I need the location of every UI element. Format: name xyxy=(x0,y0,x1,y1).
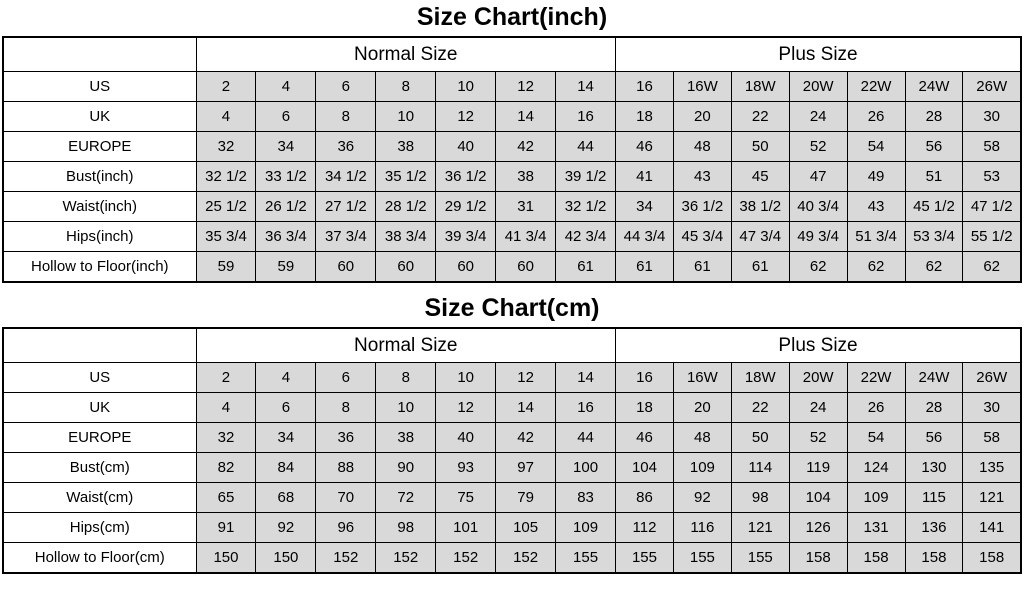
table-cell: 24W xyxy=(905,72,963,102)
row-header-cell: Hollow to Floor(cm) xyxy=(3,543,196,574)
table-cell: 53 3/4 xyxy=(905,222,963,252)
table-cell: 40 3/4 xyxy=(789,192,847,222)
table-cell: 119 xyxy=(789,453,847,483)
table-cell: 14 xyxy=(556,72,616,102)
table-cell: 40 xyxy=(436,423,496,453)
table-cell: 60 xyxy=(316,252,376,283)
table-cell: 47 3/4 xyxy=(731,222,789,252)
table-cell: 59 xyxy=(196,252,256,283)
table-cell: 31 xyxy=(496,192,556,222)
table-cell: 51 3/4 xyxy=(847,222,905,252)
table-row xyxy=(3,162,1021,192)
table-cell: 42 xyxy=(496,423,556,453)
table-cell: 16 xyxy=(556,393,616,423)
table-cell: 62 xyxy=(905,252,963,283)
table-cell: 18 xyxy=(616,393,674,423)
table-cell: 25 1/2 xyxy=(196,192,256,222)
table-cell: 45 xyxy=(731,162,789,192)
table-cell: 43 xyxy=(847,192,905,222)
table-cell: 14 xyxy=(496,102,556,132)
table-cell: 54 xyxy=(847,423,905,453)
table-cell: 109 xyxy=(847,483,905,513)
table-cell: 114 xyxy=(731,453,789,483)
table-cell: 158 xyxy=(789,543,847,574)
chart-title: Size Chart(cm) xyxy=(424,294,600,322)
table-cell: 58 xyxy=(963,423,1021,453)
table-cell: 20W xyxy=(789,72,847,102)
table-cell: 36 1/2 xyxy=(673,192,731,222)
table-cell: 46 xyxy=(616,423,674,453)
table-cell: 152 xyxy=(316,543,376,574)
table-row xyxy=(3,453,1021,483)
table-cell: 65 xyxy=(196,483,256,513)
table-cell: 60 xyxy=(376,252,436,283)
table-cell: 18W xyxy=(731,72,789,102)
table-cell: 33 1/2 xyxy=(256,162,316,192)
table-cell: 72 xyxy=(376,483,436,513)
table-cell: 41 xyxy=(616,162,674,192)
table-cell: 32 xyxy=(196,132,256,162)
table-cell: 26W xyxy=(963,72,1021,102)
table-cell: 56 xyxy=(905,423,963,453)
table-cell: 34 xyxy=(616,192,674,222)
row-header-cell: Bust(inch) xyxy=(3,162,196,192)
table-cell: 158 xyxy=(905,543,963,574)
table-cell: 20 xyxy=(673,102,731,132)
table-cell: 130 xyxy=(905,453,963,483)
table-cell: 136 xyxy=(905,513,963,543)
table-cell: 155 xyxy=(731,543,789,574)
table-cell: 88 xyxy=(316,453,376,483)
table-cell: 84 xyxy=(256,453,316,483)
table-cell: 47 1/2 xyxy=(963,192,1021,222)
table-cell: 24 xyxy=(789,102,847,132)
table-cell: 10 xyxy=(376,102,436,132)
table-cell: 155 xyxy=(556,543,616,574)
table-cell: 46 xyxy=(616,132,674,162)
group-header-normal-size: Normal Size xyxy=(196,37,616,72)
table-cell: 8 xyxy=(316,393,376,423)
table-cell: 18 xyxy=(616,102,674,132)
table-cell: 116 xyxy=(673,513,731,543)
table-cell: 38 xyxy=(376,423,436,453)
table-cell: 61 xyxy=(556,252,616,283)
table-row xyxy=(3,192,1021,222)
table-cell: 109 xyxy=(556,513,616,543)
table-cell: 126 xyxy=(789,513,847,543)
table-cell: 16W xyxy=(673,72,731,102)
table-corner-cell xyxy=(3,328,196,363)
table-cell: 8 xyxy=(376,72,436,102)
table-cell: 45 1/2 xyxy=(905,192,963,222)
table-cell: 70 xyxy=(316,483,376,513)
table-cell: 91 xyxy=(196,513,256,543)
table-cell: 83 xyxy=(556,483,616,513)
table-cell: 44 3/4 xyxy=(616,222,674,252)
table-cell: 121 xyxy=(963,483,1021,513)
table-cell: 56 xyxy=(905,132,963,162)
table-cell: 38 xyxy=(496,162,556,192)
table-cell: 14 xyxy=(496,393,556,423)
table-row xyxy=(3,222,1021,252)
table-cell: 141 xyxy=(963,513,1021,543)
table-cell: 38 1/2 xyxy=(731,192,789,222)
table-cell: 12 xyxy=(496,72,556,102)
table-cell: 121 xyxy=(731,513,789,543)
row-header-cell: Hollow to Floor(inch) xyxy=(3,252,196,283)
table-cell: 54 xyxy=(847,132,905,162)
table-cell: 150 xyxy=(196,543,256,574)
table-cell: 14 xyxy=(556,363,616,393)
table-cell: 52 xyxy=(789,423,847,453)
table-row xyxy=(3,363,1021,393)
chart-spacer xyxy=(0,283,1024,291)
table-cell: 26W xyxy=(963,363,1021,393)
table-cell: 115 xyxy=(905,483,963,513)
table-cell: 28 1/2 xyxy=(376,192,436,222)
table-cell: 42 3/4 xyxy=(556,222,616,252)
table-cell: 45 3/4 xyxy=(673,222,731,252)
table-cell: 92 xyxy=(673,483,731,513)
table-cell: 12 xyxy=(436,102,496,132)
table-cell: 32 xyxy=(196,423,256,453)
table-cell: 36 1/2 xyxy=(436,162,496,192)
table-cell: 152 xyxy=(436,543,496,574)
table-cell: 112 xyxy=(616,513,674,543)
table-row xyxy=(3,252,1021,283)
table-cell: 8 xyxy=(376,363,436,393)
table-cell: 79 xyxy=(496,483,556,513)
table-cell: 131 xyxy=(847,513,905,543)
table-cell: 18W xyxy=(731,363,789,393)
table-cell: 34 xyxy=(256,423,316,453)
row-header-cell: UK xyxy=(3,102,196,132)
table-cell: 6 xyxy=(316,363,376,393)
table-cell: 16 xyxy=(556,102,616,132)
row-header-cell: Hips(inch) xyxy=(3,222,196,252)
table-cell: 124 xyxy=(847,453,905,483)
table-cell: 100 xyxy=(556,453,616,483)
table-cell: 48 xyxy=(673,132,731,162)
table-corner-cell xyxy=(3,37,196,72)
table-row xyxy=(3,393,1021,423)
table-cell: 93 xyxy=(436,453,496,483)
table-cell: 22W xyxy=(847,72,905,102)
table-cell: 62 xyxy=(847,252,905,283)
table-cell: 158 xyxy=(847,543,905,574)
group-header-row xyxy=(3,328,1021,363)
table-cell: 12 xyxy=(436,393,496,423)
table-cell: 2 xyxy=(196,72,256,102)
table-cell: 55 1/2 xyxy=(963,222,1021,252)
row-header-cell: Hips(cm) xyxy=(3,513,196,543)
table-cell: 96 xyxy=(316,513,376,543)
group-header-row xyxy=(3,37,1021,72)
table-cell: 16W xyxy=(673,363,731,393)
table-cell: 39 1/2 xyxy=(556,162,616,192)
table-cell: 155 xyxy=(616,543,674,574)
table-cell: 50 xyxy=(731,132,789,162)
size-chart-block xyxy=(0,291,1024,574)
table-cell: 37 3/4 xyxy=(316,222,376,252)
table-cell: 152 xyxy=(496,543,556,574)
row-header-cell: EUROPE xyxy=(3,423,196,453)
table-cell: 24W xyxy=(905,363,963,393)
table-cell: 4 xyxy=(196,102,256,132)
table-cell: 109 xyxy=(673,453,731,483)
table-cell: 135 xyxy=(963,453,1021,483)
group-header-plus-size: Plus Size xyxy=(616,37,1021,72)
table-cell: 4 xyxy=(256,72,316,102)
table-cell: 6 xyxy=(316,72,376,102)
row-header-cell: US xyxy=(3,363,196,393)
table-cell: 155 xyxy=(673,543,731,574)
table-cell: 32 1/2 xyxy=(556,192,616,222)
table-cell: 22 xyxy=(731,102,789,132)
table-cell: 44 xyxy=(556,132,616,162)
table-cell: 6 xyxy=(256,393,316,423)
table-cell: 49 xyxy=(847,162,905,192)
table-row xyxy=(3,543,1021,574)
table-cell: 105 xyxy=(496,513,556,543)
table-cell: 68 xyxy=(256,483,316,513)
table-cell: 30 xyxy=(963,393,1021,423)
table-cell: 10 xyxy=(376,393,436,423)
chart-title: Size Chart(inch) xyxy=(416,3,608,31)
size-chart-block xyxy=(0,0,1024,283)
table-cell: 2 xyxy=(196,363,256,393)
table-cell: 86 xyxy=(616,483,674,513)
table-cell: 62 xyxy=(789,252,847,283)
table-cell: 16 xyxy=(616,72,674,102)
table-cell: 60 xyxy=(496,252,556,283)
table-cell: 60 xyxy=(436,252,496,283)
table-cell: 34 xyxy=(256,132,316,162)
table-cell: 90 xyxy=(376,453,436,483)
table-cell: 28 xyxy=(905,393,963,423)
group-header-normal-size: Normal Size xyxy=(196,328,616,363)
table-cell: 34 1/2 xyxy=(316,162,376,192)
table-cell: 51 xyxy=(905,162,963,192)
table-cell: 49 3/4 xyxy=(789,222,847,252)
table-cell: 41 3/4 xyxy=(496,222,556,252)
table-cell: 26 1/2 xyxy=(256,192,316,222)
table-cell: 43 xyxy=(673,162,731,192)
table-cell: 47 xyxy=(789,162,847,192)
table-cell: 10 xyxy=(436,363,496,393)
table-cell: 98 xyxy=(731,483,789,513)
table-cell: 32 1/2 xyxy=(196,162,256,192)
table-cell: 152 xyxy=(376,543,436,574)
table-cell: 39 3/4 xyxy=(436,222,496,252)
size-table xyxy=(2,327,1022,574)
table-cell: 22W xyxy=(847,363,905,393)
table-cell: 82 xyxy=(196,453,256,483)
table-cell: 92 xyxy=(256,513,316,543)
size-table xyxy=(2,36,1022,283)
table-cell: 26 xyxy=(847,393,905,423)
table-cell: 104 xyxy=(789,483,847,513)
table-cell: 4 xyxy=(196,393,256,423)
table-cell: 58 xyxy=(963,132,1021,162)
table-cell: 61 xyxy=(673,252,731,283)
table-cell: 26 xyxy=(847,102,905,132)
table-cell: 59 xyxy=(256,252,316,283)
table-cell: 53 xyxy=(963,162,1021,192)
table-cell: 20 xyxy=(673,393,731,423)
table-cell: 75 xyxy=(436,483,496,513)
table-cell: 38 xyxy=(376,132,436,162)
table-cell: 10 xyxy=(436,72,496,102)
table-cell: 104 xyxy=(616,453,674,483)
table-cell: 36 3/4 xyxy=(256,222,316,252)
table-cell: 36 xyxy=(316,132,376,162)
group-header-plus-size: Plus Size xyxy=(616,328,1021,363)
table-cell: 8 xyxy=(316,102,376,132)
table-cell: 6 xyxy=(256,102,316,132)
table-cell: 38 3/4 xyxy=(376,222,436,252)
table-cell: 98 xyxy=(376,513,436,543)
table-cell: 35 1/2 xyxy=(376,162,436,192)
table-cell: 29 1/2 xyxy=(436,192,496,222)
table-cell: 42 xyxy=(496,132,556,162)
table-cell: 24 xyxy=(789,393,847,423)
row-header-cell: Waist(cm) xyxy=(3,483,196,513)
table-cell: 48 xyxy=(673,423,731,453)
table-cell: 27 1/2 xyxy=(316,192,376,222)
table-row xyxy=(3,513,1021,543)
table-cell: 50 xyxy=(731,423,789,453)
table-row xyxy=(3,483,1021,513)
table-cell: 30 xyxy=(963,102,1021,132)
table-cell: 62 xyxy=(963,252,1021,283)
row-header-cell: UK xyxy=(3,393,196,423)
table-cell: 52 xyxy=(789,132,847,162)
table-cell: 16 xyxy=(616,363,674,393)
row-header-cell: Waist(inch) xyxy=(3,192,196,222)
table-cell: 22 xyxy=(731,393,789,423)
row-header-cell: Bust(cm) xyxy=(3,453,196,483)
table-row xyxy=(3,423,1021,453)
row-header-cell: US xyxy=(3,72,196,102)
table-cell: 150 xyxy=(256,543,316,574)
table-cell: 158 xyxy=(963,543,1021,574)
row-header-cell: EUROPE xyxy=(3,132,196,162)
table-row xyxy=(3,102,1021,132)
table-cell: 12 xyxy=(496,363,556,393)
table-row xyxy=(3,132,1021,162)
table-cell: 35 3/4 xyxy=(196,222,256,252)
table-cell: 61 xyxy=(731,252,789,283)
table-cell: 61 xyxy=(616,252,674,283)
table-cell: 44 xyxy=(556,423,616,453)
table-cell: 101 xyxy=(436,513,496,543)
table-row xyxy=(3,72,1021,102)
table-cell: 4 xyxy=(256,363,316,393)
table-cell: 40 xyxy=(436,132,496,162)
table-cell: 36 xyxy=(316,423,376,453)
table-cell: 97 xyxy=(496,453,556,483)
table-cell: 20W xyxy=(789,363,847,393)
table-cell: 28 xyxy=(905,102,963,132)
